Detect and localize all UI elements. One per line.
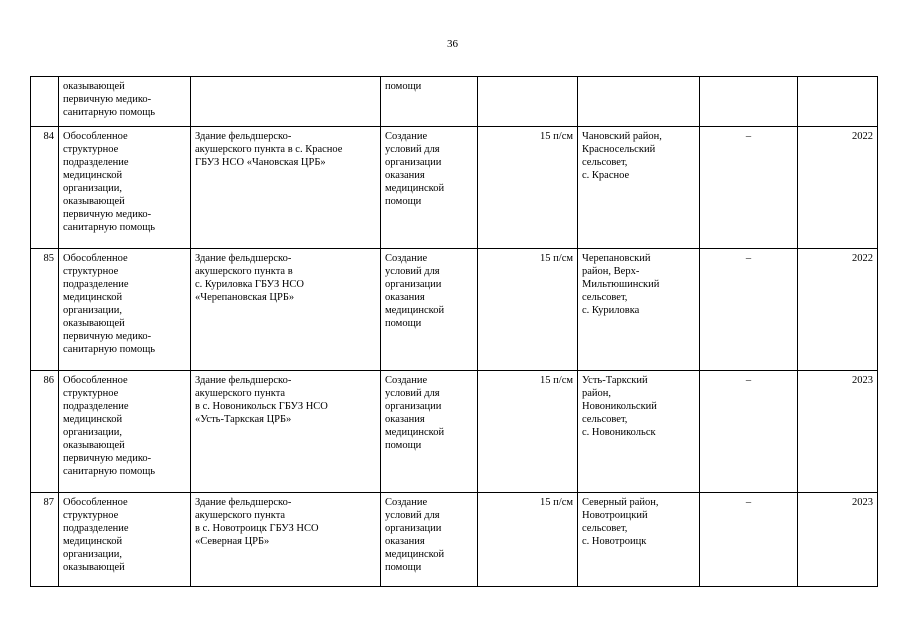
cell-extra <box>700 77 798 127</box>
table-row <box>31 493 878 587</box>
cell-extra: – <box>700 127 798 249</box>
cell-type: оказывающей первичную медико- санитарную помощь <box>59 77 191 127</box>
cell-capacity: 15 п/см <box>478 493 578 587</box>
cell-year: 2022 <box>798 249 878 371</box>
cell-num: 87 <box>31 493 59 587</box>
cell-purpose: Создание условий для организации оказания медицинской помощи <box>381 249 478 371</box>
cell-object: Здание фельдшерско- акушерского пункта в с. Куриловка ГБУЗ НСО «Черепановская ЦРБ» <box>191 249 381 371</box>
cell-capacity <box>478 77 578 127</box>
cell-num <box>31 77 59 127</box>
cell-location <box>578 77 700 127</box>
table-row <box>31 127 878 249</box>
cell-num: 84 <box>31 127 59 249</box>
cell-location: Черепановский район, Верх- Мильтюшинский сельсовет, с. Куриловка <box>578 249 700 371</box>
cell-object: Здание фельдшерско- акушерского пункта в с. Красное ГБУЗ НСО «Чановская ЦРБ» <box>191 127 381 249</box>
cell-year: 2022 <box>798 127 878 249</box>
cell-object <box>191 77 381 127</box>
cell-type: Обособленное структурное подразделение медицинской организации, оказывающей первичную медико- санитарную помощь <box>59 127 191 249</box>
table-row <box>31 249 878 371</box>
cell-extra: – <box>700 493 798 587</box>
cell-object: Здание фельдшерско- акушерского пункта в с. Новотроицк ГБУЗ НСО «Северная ЦРБ» <box>191 493 381 587</box>
facilities-table <box>30 76 878 587</box>
cell-type: Обособленное структурное подразделение медицинской организации, оказывающей первичную медико- санитарную помощь <box>59 371 191 493</box>
table-row-continuation <box>31 77 878 127</box>
cell-type: Обособленное структурное подразделение медицинской организации, оказывающей <box>59 493 191 587</box>
cell-capacity: 15 п/см <box>478 371 578 493</box>
cell-capacity: 15 п/см <box>478 249 578 371</box>
cell-num: 85 <box>31 249 59 371</box>
cell-extra: – <box>700 249 798 371</box>
cell-purpose: Создание условий для организации оказания медицинской помощи <box>381 371 478 493</box>
cell-extra: – <box>700 371 798 493</box>
cell-location: Чановский район, Красносельский сельсовет, с. Красное <box>578 127 700 249</box>
cell-capacity: 15 п/см <box>478 127 578 249</box>
cell-object: Здание фельдшерско- акушерского пункта в с. Новоникольск ГБУЗ НСО «Усть-Таркская ЦРБ» <box>191 371 381 493</box>
cell-year: 2023 <box>798 371 878 493</box>
cell-location: Северный район, Новотроицкий сельсовет, с. Новотроицк <box>578 493 700 587</box>
cell-type: Обособленное структурное подразделение медицинской организации, оказывающей первичную медико- санитарную помощь <box>59 249 191 371</box>
cell-purpose: помощи <box>381 77 478 127</box>
table-row <box>31 371 878 493</box>
cell-location: Усть-Таркский район, Новоникольский сельсовет, с. Новоникольск <box>578 371 700 493</box>
cell-year <box>798 77 878 127</box>
cell-num: 86 <box>31 371 59 493</box>
cell-purpose: Создание условий для организации оказания медицинской помощи <box>381 493 478 587</box>
page-number: 36 <box>447 38 458 50</box>
cell-purpose: Создание условий для организации оказания медицинской помощи <box>381 127 478 249</box>
cell-year: 2023 <box>798 493 878 587</box>
